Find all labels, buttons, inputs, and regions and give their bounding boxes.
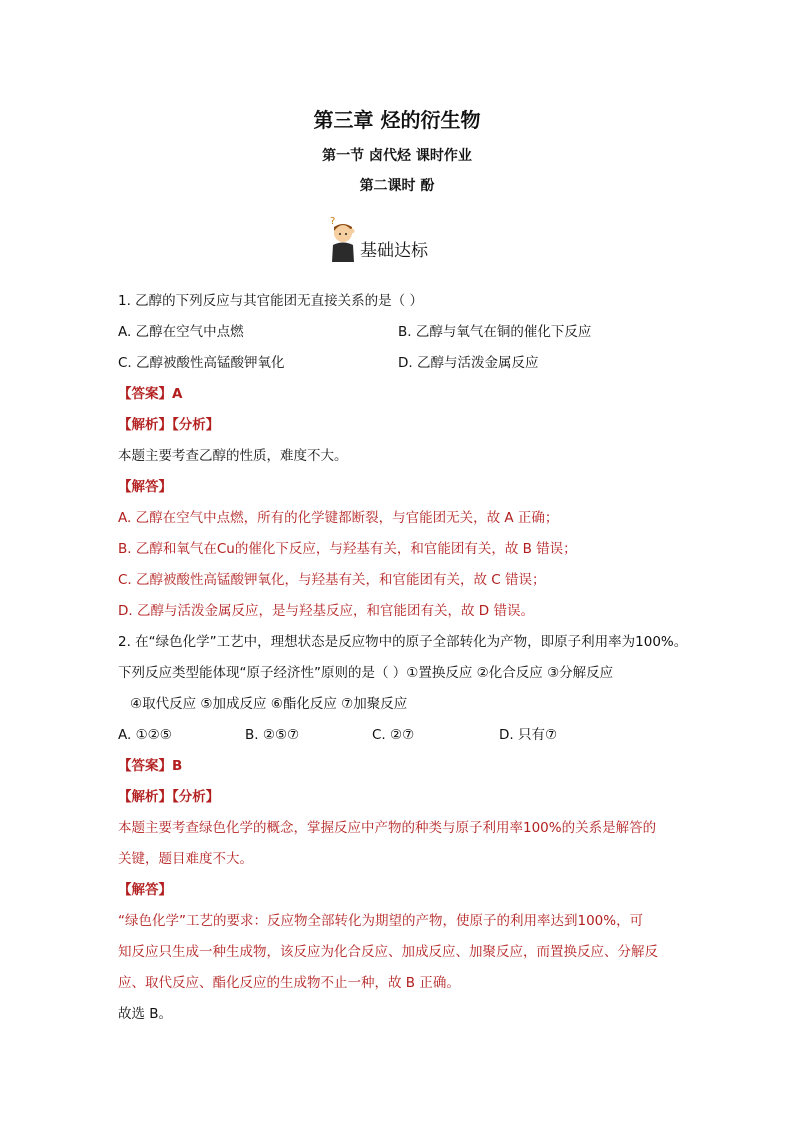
q2-solution-line-2: 知反应只生成一种生成物，该反应为化合反应、加成反应、加聚反应，而置换反应、分解反 (118, 944, 658, 960)
q2-option-a: A. ①②⑤ (118, 727, 172, 743)
q1-option-a: A. 乙醇在空气中点燃 (118, 324, 244, 340)
q2-analysis-line-2: 关键，题目难度不大。 (118, 851, 253, 867)
q1-answer: 【答案】A (118, 386, 183, 402)
q2-option-c: C. ②⑦ (372, 727, 415, 743)
lesson-title: 第二课时 酚 (359, 178, 435, 194)
badge-label: 基础达标 (360, 241, 428, 261)
q2-option-d: D. 只有⑦ (499, 727, 558, 743)
q2-stem-line-1: 2. 在“绿色化学”工艺中，理想状态是反应物中的原子全部转化为产物，即原子利用率为100%。 (118, 634, 688, 650)
q1-solution-d: D. 乙醇与活泼金属反应，是与羟基反应，和官能团有关，故 D 错误。 (118, 603, 534, 619)
section-title: 第一节 卤代烃 课时作业 (322, 148, 472, 164)
chapter-title: 第三章 烃的衍生物 (313, 108, 481, 132)
q1-option-d: D. 乙醇与活泼金属反应 (398, 355, 539, 371)
basic-practice-badge (328, 215, 428, 263)
q1-options-row-1 (118, 317, 678, 348)
q2-analysis-heading: 【解析】【分析】 (118, 789, 220, 805)
question-content (118, 286, 688, 1030)
q2-solution-line-3: 应、取代反应、酯化反应的生成物不止一种，故 B 正确。 (118, 975, 460, 991)
q1-stem: 1. 乙醇的下列反应与其官能团无直接关系的是（ ） (118, 293, 423, 309)
q1-analysis: 本题主要考查乙醇的性质，难度不大。 (118, 448, 348, 464)
q2-stem-line-3: ④取代反应 ⑤加成反应 ⑥酯化反应 ⑦加聚反应 (130, 696, 408, 712)
q2-analysis-line-1: 本题主要考查绿色化学的概念，掌握反应中产物的种类与原子利用率100%的关系是解答的 (118, 820, 657, 836)
q2-solution-line-1: “绿色化学”工艺的要求：反应物全部转化为期望的产物，使原子的利用率达到100%，可 (118, 913, 644, 929)
q2-option-b: B. ②⑤⑦ (245, 727, 300, 743)
q1-analysis-heading: 【解析】【分析】 (118, 417, 220, 433)
q1-option-c: C. 乙醇被酸性高锰酸钾氧化 (118, 355, 285, 371)
q1-solution-heading: 【解答】 (118, 479, 172, 495)
svg-text:?: ? (330, 216, 336, 227)
q1-solution-c: C. 乙醇被酸性高锰酸钾氧化，与羟基有关，和官能团有关，故 C 错误； (118, 572, 546, 588)
q2-stem-line-2: 下列反应类型能体现“原子经济性”原则的是（ ）①置换反应 ②化合反应 ③分解反应 (118, 665, 614, 681)
q1-option-b: B. 乙醇与氧气在铜的催化下反应 (398, 324, 592, 340)
q2-solution-heading: 【解答】 (118, 882, 172, 898)
q2-answer: 【答案】B (118, 758, 183, 774)
q1-solution-a: A. 乙醇在空气中点燃，所有的化学键都断裂，与官能团无关，故 A 正确； (118, 510, 559, 526)
thinking-student-icon (328, 215, 358, 263)
q2-conclusion: 故选 B。 (118, 1006, 173, 1022)
q2-options-row (118, 720, 678, 751)
q1-solution-b: B. 乙醇和氧气在Cu的催化下反应，与羟基有关，和官能团有关，故 B 错误； (118, 541, 577, 557)
q1-options-row-2 (118, 348, 678, 379)
